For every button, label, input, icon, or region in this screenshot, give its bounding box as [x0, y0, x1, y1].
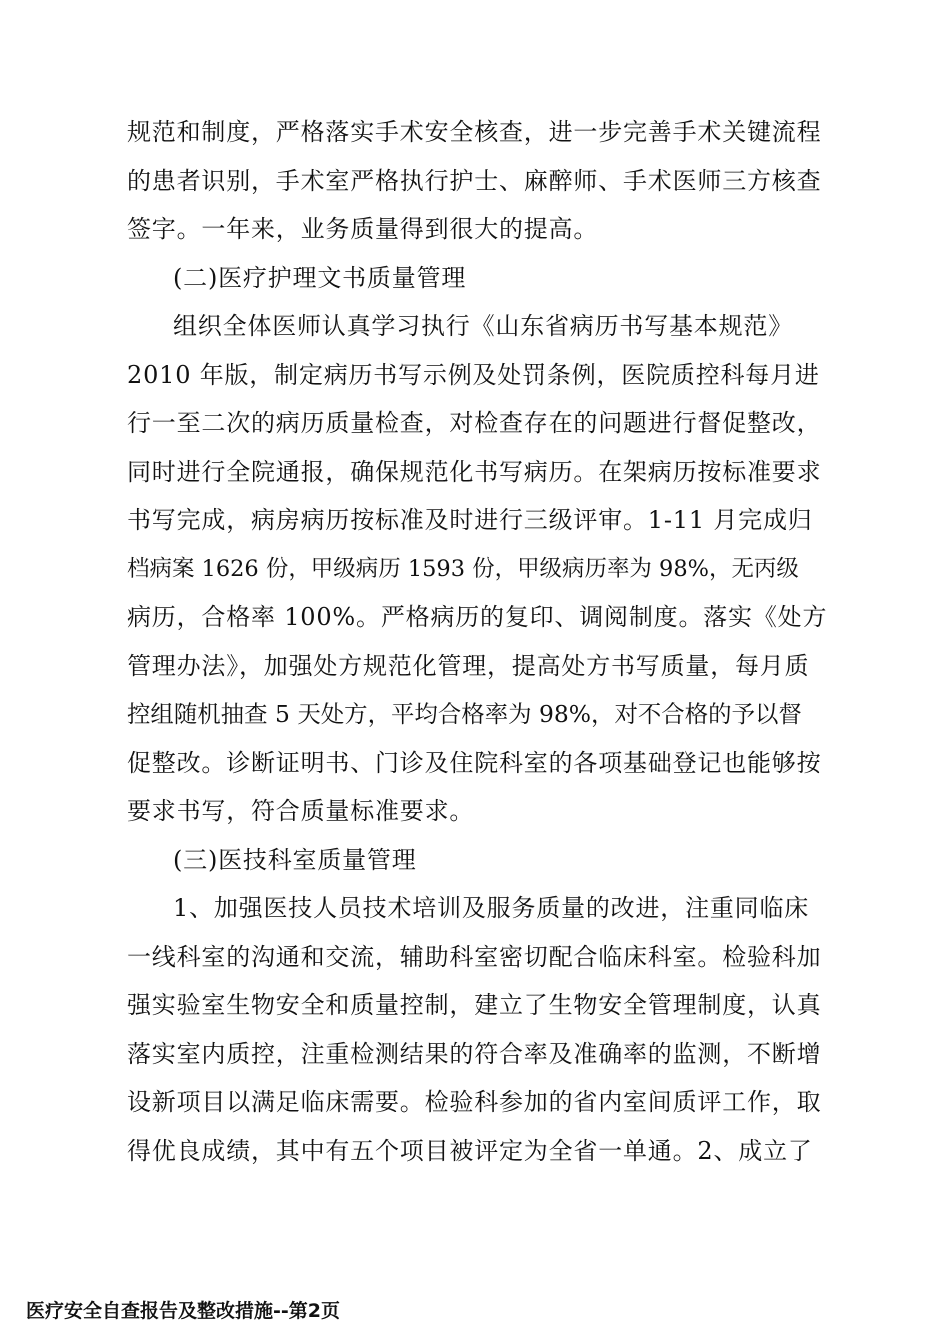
page-footer: 医疗安全自查报告及整改措施--第2页	[26, 1300, 340, 1322]
text-line: 落实室内质控，注重检测结果的符合率及准确率的监测，不断增	[127, 1039, 822, 1068]
text-line: 书写完成，病房病历按标准及时进行三级评审。1-11 月完成归	[127, 506, 813, 534]
text-line: 一线科室的沟通和交流，辅助科室密切配合临床科室。检验科加	[127, 942, 822, 971]
text-line: 管理办法》，加强处方规范化管理，提高处方书写质量，每月质	[127, 651, 810, 680]
text-line: 病历，合格率 100%。严格病历的复印、调阅制度。落实《处方	[127, 603, 828, 631]
text-line: 规范和制度，严格落实手术安全核查，进一步完善手术关键流程	[127, 118, 822, 146]
text-line: 档病案 1626 份，甲级病历 1593 份，甲级病历率为 98%，无丙级	[127, 555, 799, 582]
section-heading-3: (三)医技科室质量管理	[173, 845, 417, 874]
text-line: 控组随机抽查 5 天处方，平均合格率为 98%，对不合格的予以督	[127, 700, 802, 728]
text-line: 行一至二次的病历质量检查，对检查存在的问题进行督促整改，	[127, 409, 822, 437]
text-line: 签字。一年来，业务质量得到很大的提高。	[127, 215, 599, 243]
section-heading-2: (二)医疗护理文书质量管理	[173, 263, 467, 292]
text-line: 组织全体医师认真学习执行《山东省病历书写基本规范》	[173, 312, 793, 340]
text-line: 1、加强医技人员技术培训及服务质量的改进，注重同临床	[173, 894, 810, 922]
text-line: 强实验室生物安全和质量控制，建立了生物安全管理制度，认真	[127, 991, 822, 1019]
text-line: 的患者识别，手术室严格执行护士、麻醉师、手术医师三方核查	[127, 166, 822, 195]
text-line: 得优良成绩，其中有五个项目被评定为全省一单通。2、成立了	[127, 1136, 813, 1165]
text-line: 设新项目以满足临床需要。检验科参加的省内室间质评工作，取	[127, 1088, 822, 1116]
text-line: 2010 年版，制定病历书写示例及处罚条例，医院质控科每月进	[127, 360, 820, 389]
text-line: 促整改。诊断证明书、门诊及住院科室的各项基础登记也能够按	[127, 748, 822, 777]
text-line: 同时进行全院通报，确保规范化书写病历。在架病历按标准要求	[127, 457, 822, 486]
document-body	[127, 108, 827, 1175]
text-line: 要求书写，符合质量标准要求。	[127, 797, 475, 825]
